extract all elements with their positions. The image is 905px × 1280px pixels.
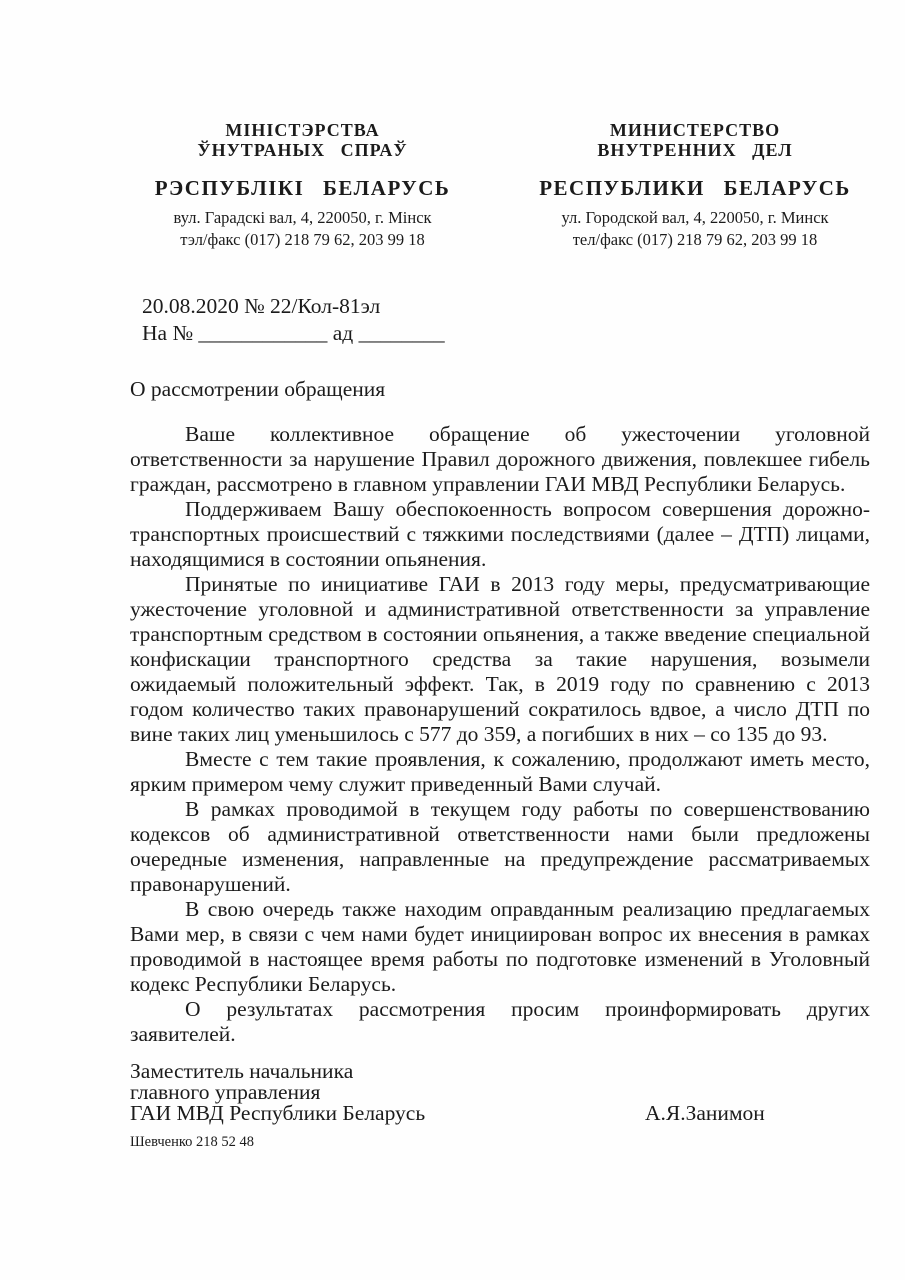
signer-position-line2: главного управления bbox=[130, 1080, 321, 1104]
subject-line: О рассмотрении обращения bbox=[130, 377, 386, 401]
phone-be: тэл/факс (017) 218 79 62, 203 99 18 bbox=[180, 230, 425, 249]
ministry-name-ru-line2: ВНУТРЕННИХ ДЕЛ bbox=[597, 140, 793, 160]
phone-ru: тел/факс (017) 218 79 62, 203 99 18 bbox=[572, 230, 818, 249]
outgoing-date-number: 20.08.2020 № 22/Кол-81эл bbox=[142, 294, 381, 318]
ministry-name-be-line1: МІНІСТЭРСТВА bbox=[225, 120, 380, 140]
signer-organization: ГАИ МВД Республики Беларусь bbox=[130, 1101, 426, 1125]
body-paragraph: Поддерживаем Вашу обеспокоенность вопросом совершения дорожно-транспортных происшествий с тяжкими последствиями (далее – ДТП) лицами, находящимися в состоянии опьянения. bbox=[130, 497, 870, 571]
address-ru: ул. Городской вал, 4, 220050, г. Минск bbox=[561, 208, 829, 227]
letterhead-russian bbox=[520, 120, 870, 251]
body-paragraph: О результатах рассмотрения просим проинформировать других заявителей. bbox=[130, 997, 870, 1046]
letterhead bbox=[130, 120, 870, 251]
signature-block bbox=[130, 1061, 870, 1124]
body-paragraph: Ваше коллективное обращение об ужесточении уголовной ответственности за нарушение Правил дорожного движения, повлекшее гибель граждан, рассмотрено в главном управлении ГАИ МВД Республики Беларусь. bbox=[130, 422, 870, 496]
address-be: вул. Гарадскі вал, 4, 220050, г. Мінск bbox=[173, 208, 432, 227]
reply-number-blank: ____________ bbox=[198, 321, 328, 345]
reply-date-blank: ________ bbox=[358, 321, 445, 345]
republic-name-ru: РЕСПУБЛИКИ БЕЛАРУСЬ bbox=[539, 176, 851, 200]
body-paragraph: В рамках проводимой в текущем году работы по совершенствованию кодексов об административной ответственности нами были предложены очередные изменения, направленные на предупреждение рассматриваемых правонарушений. bbox=[130, 797, 870, 896]
ministry-name-ru-line1: МИНИСТЕРСТВО bbox=[609, 120, 781, 140]
signer-position-line3 bbox=[130, 1103, 870, 1124]
letter-body bbox=[130, 422, 870, 1047]
body-paragraph: Принятые по инициативе ГАИ в 2013 году меры, предусматривающие ужесточение уголовной и административной ответственности за управление транспортным средством в состоянии опьянения, а также введение специальной конфискации транспортного средства за такие нарушения, возымели ожидаемый положительный эффект. Так, в 2019 году по сравнению с 2013 годом количество таких правонарушений сократилось вдвое, а число ДТП по вине таких лиц уменьшилось с 577 до 359, а погибших в них – со 135 до 93. bbox=[130, 572, 870, 746]
body-paragraph: В свою очередь также находим оправданным реализацию предлагаемых Вами мер, в связи с чем нами будет инициирован вопрос их внесения в рамках проводимой в настоящее время работы по подготовке изменений в Уголовный кодекс Республики Беларусь. bbox=[130, 897, 870, 996]
republic-name-be: РЭСПУБЛІКІ БЕЛАРУСЬ bbox=[154, 176, 451, 200]
ministry-name-be-line2: ЎНУТРАНЫХ СПРАЎ bbox=[197, 140, 408, 160]
executor-contact: Шевченко 218 52 48 bbox=[130, 1134, 255, 1150]
signer-position-line1: Заместитель начальника bbox=[130, 1059, 354, 1083]
reply-to-line bbox=[142, 320, 870, 347]
body-paragraph: Вместе с тем такие проявления, к сожалению, продолжают иметь место, ярким примером чему служит приведенный Вами случай. bbox=[130, 747, 870, 796]
signer-name: А.Я.Занимон bbox=[645, 1101, 765, 1125]
letterhead-belarusian bbox=[130, 120, 475, 251]
reply-prefix: На № bbox=[142, 321, 193, 345]
reference-block bbox=[142, 293, 870, 347]
reply-middle: ад bbox=[332, 321, 354, 345]
